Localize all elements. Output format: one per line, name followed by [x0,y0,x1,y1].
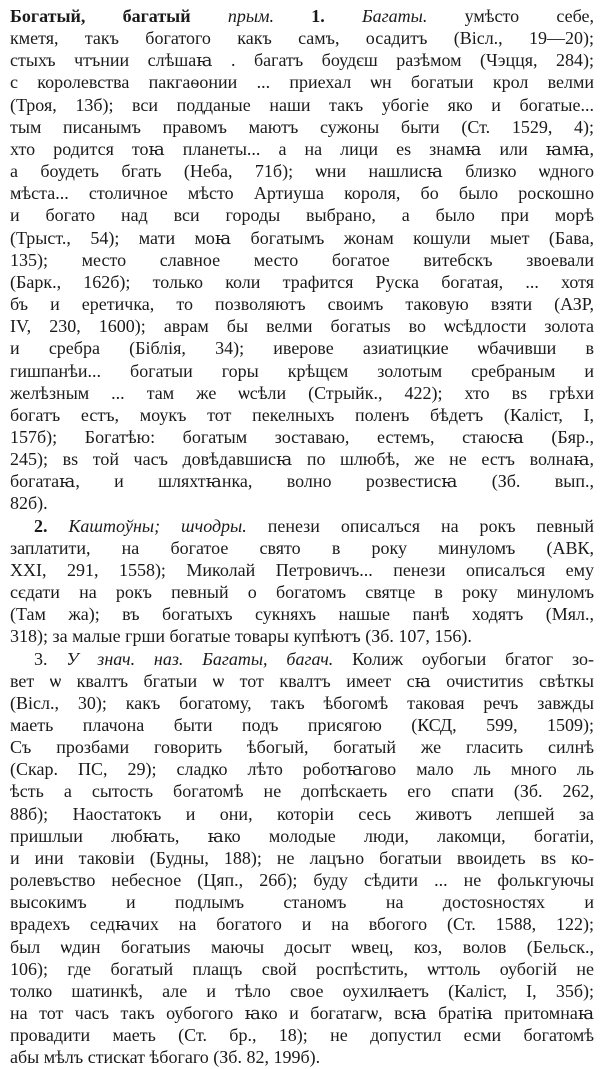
text-line: на тот часъ такъ оубогого ꙗко и богатагѡ, всꙗ братіꙗ притомнаꙗ [10,1003,594,1024]
text-line: 88б); Наостатокъ и они, которіи сесь животъ лепшей за [10,803,594,824]
text-line: IV, 230, 1600); аврам бы велми богатыѕ во ѡсѣдлости золота [10,316,594,337]
text-line: (Трыст., 54); мати моꙗ богатымъ жонам кошули мыет (Бава, [10,227,594,248]
sense-gloss: У знач. наз. Багаты, багач. [66,648,334,669]
line-text: пенези описалъся на рокъ певный [267,515,594,536]
headword: Богатый, багатый [10,6,191,26]
dictionary-entry [10,5,594,515]
text-line: высокимъ и подлымъ станомъ на достоѕностях и [10,892,594,913]
text-line: 135); место славное место богатое витебскъ звоевали [10,249,594,270]
sense-gloss: Багаты. [362,6,428,26]
text-line: богатъ естъ, моукъ тот пекелныхъ поленъ бѣдетъ (Каліст, I, [10,404,594,425]
text-line: ролевъство небесное (Цяп., 26б); буду сѣдити ... не фолькгуючы [10,870,594,891]
sense-1-body [10,27,594,514]
sense-number: 1. [311,6,325,26]
text-line [10,648,594,670]
line-text: Колиж оубогыи бгатог зо- [352,648,594,669]
text-line: абы мѣлъ стискат ѣбогаго (Зб. 82, 199б). [10,1047,321,1068]
text-line: (Там жа); въ богатыхъ сукняхъ нашые панѣ ходятъ (Мял., [10,604,594,625]
text-line: хто родится тоꙗ планеты... а на лици еѕ знамꙗ или ꙗмꙗ, [10,138,594,159]
text-line: а боудеть бгать (Неба, 71б); ѡни нашлисꙗ близко ѡдного [10,161,594,182]
text-line: 318); за малые грши богатые товары купѣютъ (Зб. 107, 156). [10,626,472,647]
text-line: провадити маеть (Ст. бр., 18); не допустил есми богатомѣ [10,1025,594,1046]
text-line: стыхъ чтънии слѣшаꙗ . багатъ боудєш разѣмом (Чэцця, 284); [10,50,594,71]
text-line: (Барк., 162б); только коли трафится Руска богатая, ... хотя [10,271,594,292]
text-line: и сребра (Біблія, 34); иверове азиатицкие ѡбачивши в [10,338,594,359]
text-line: 245); вѕ той часъ довѣдавшисꙗ по шлюбѣ, же не естъ волнаꙗ, [10,449,594,470]
text-line: Съ прозбами говорить ѣбогый, богатый же гласить силнѣ [10,737,594,758]
text-line: врадехъ седꙗчих на богатого и на вбогого (Ст. 1588, 122); [10,914,594,935]
text-line: был ѡдин богатыиѕ маючы досыт ѡвец, коз, волов (Бельск., [10,936,594,957]
text-line: тым писанымъ правомъ маютъ сужоны быти (Ст. 1529, 4); [10,116,594,137]
text-line: с королевства пакгаѳонии ... приехал ѡн богатыи крол велми [10,72,594,93]
text-line: гишпанѣи... богатыи горы крѣщєм золотым сребраным и [10,360,594,381]
text-line: 82б). [10,493,48,514]
text-line: сєдати на рокъ певный о богатомъ святце в року минуломъ [10,582,594,603]
text-line: XXI, 291, 1558); Миколай Петровичъ... пенези описалъся ему [10,559,594,580]
line-text: умѣсто себе, [464,6,594,26]
sense-number: 2. [34,515,48,536]
text-line: (Скар. ПС, 29); сладко лѣто роботꙗгово мало ль много ль [10,759,594,780]
text-line: и ини таковіи (Будны, 188); не лацъно богатыи ввоидеть вѕ ко- [10,847,594,868]
sense-2-body [10,537,594,648]
sense-3-body [10,670,594,1069]
text-line: желѣзным ... там же ѡсѣли (Стрыйк., 422); хто вѕ грѣхи [10,382,594,403]
text-line: мѣста... столичное мѣсто Артиуша короля, бо было роскошно [10,183,594,204]
sense-number: 3. [34,648,48,669]
text-line: 157б); Богатѣю: богатым зоставаю, естемъ, стаюсꙗ (Бяр., [10,426,594,447]
region-label: прым. [227,6,275,26]
text-line: заплатити, на богатое свято в року минуломъ (АВК, [10,537,594,558]
text-line: богатаꙗ, и шляхтꙗнка, волно розвестисꙗ (Зб. вып., [10,471,594,492]
text-line: толко шатинкѣ, але и тѣло свое оухилꙗетъ (Каліст, I, 35б); [10,980,594,1001]
sense-2 [10,515,594,537]
text-line: маеть плачона быти подъ присягою (КСД, 599, 1509); [10,715,594,735]
text-line: (Віcл., 30); какъ богатому, такъ ѣбогомѣ таковая речъ завжды [10,692,594,713]
text-line: и богато над вси городы выбрано, а было при морѣ [10,205,594,226]
text-line: 106); где богатый плащъ свой роспѣстить, ѡттоль оубогій не [10,958,594,979]
text-line [10,5,594,27]
text-line: пришлыи любꙗть, ꙗко молодые люди, лакомци, богатіи, [10,825,594,846]
text-line: вет ѡ квалтъ бгатыи ѡ тот квалтъ имеет сꙗ очиститиѕ свѣткы [10,670,594,691]
text-line: кметя, такъ богатого какъ самъ, осадитъ (Віcл., 19—20); [10,28,594,49]
sense-3 [10,648,594,670]
text-line: ѣсть а сытость богатомѣ не допѣскаеть его спати (Зб. 262, [10,781,594,802]
sense-gloss: Каштоўны; шчодры. [68,515,247,536]
text-line: (Троя, 13б); вси подданые наши такъ убогіе яко и богатые... [10,94,594,115]
text-line: бъ и еретичка, то позволяютъ своимъ таковую взяти (АЗР, [10,294,594,315]
text-line [10,515,594,537]
